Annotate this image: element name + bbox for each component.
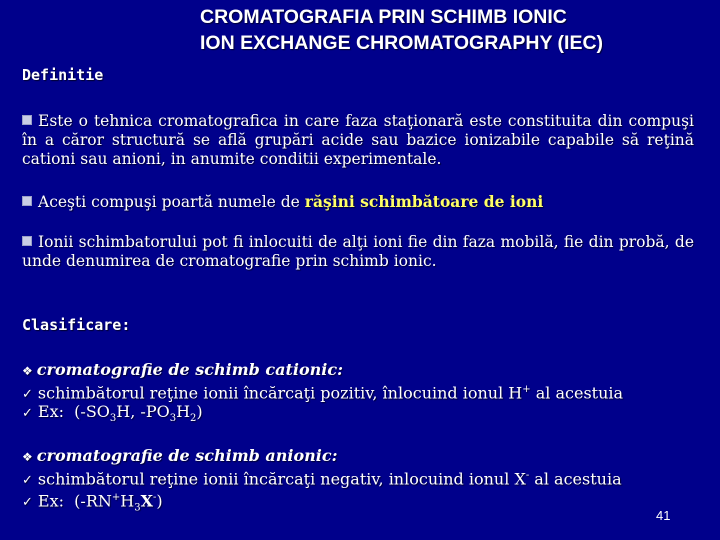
square-bullet-icon: [22, 196, 32, 206]
diamond-bullet-icon: ❖: [22, 364, 33, 378]
clasificare-heading: Clasificare:: [22, 316, 131, 334]
anionic-desc-sup: -: [525, 470, 530, 481]
cationic-ex-b: H, -PO: [116, 402, 170, 421]
definitie-heading: Definitie: [22, 66, 104, 84]
cationic-ex-c-sub: 2: [190, 413, 197, 425]
cationic-example-line: [22, 402, 203, 429]
anionic-heading: cromatografie de schimb anionic:: [36, 446, 338, 465]
checkmark-icon: ✓: [22, 473, 33, 489]
cationic-ex-d: ): [196, 402, 203, 421]
checkmark-icon: ✓: [22, 387, 33, 403]
paragraph-definition-text: Este o tehnica cromatografica in care faza staţionară este constituita din compuşi în a căror structură se află grupări acide sau bazice ionizabile capabile să reţină cationi sau anioni, in anumite conditii experimentale.: [22, 112, 694, 168]
paragraph-ion-replacement: [22, 233, 694, 271]
anionic-ex-c: X: [140, 491, 154, 511]
checkmark-icon: ✓: [22, 495, 33, 511]
anionic-heading-line: [22, 446, 338, 467]
cationic-ex-b-sub: 3: [169, 413, 177, 425]
anionic-ex-a-sup: +: [111, 492, 121, 503]
anionic-desc-text: schimbătorul reţine ionii încărcaţi negativ, inlocuind ionul X: [37, 469, 526, 489]
paragraph-definition: [22, 112, 694, 169]
diamond-bullet-icon: ❖: [22, 450, 33, 464]
cationic-ex-c: H: [176, 402, 191, 421]
paragraph-resins-prefix: Aceşti compuşi poartă numele de: [38, 193, 305, 211]
paragraph-resins: [22, 192, 694, 212]
cationic-ex-a-sub: 3: [109, 413, 117, 425]
cationic-heading: cromatografie de schimb cationic:: [36, 360, 344, 379]
anionic-ex-label: Ex:: [37, 491, 64, 511]
anionic-ex-c-sup: -: [153, 492, 157, 503]
paragraph-ion-replacement-text: Ionii schimbatorului pot fi inlocuiti de alţi ioni fie din faza mobilă, fie din probă, de unde denumirea de cromatografie prin schimb ionic.: [22, 233, 694, 270]
slide-title: [200, 4, 715, 56]
title-line-english: ION EXCHANGE CHROMATOGRAPHY (IEC): [200, 32, 604, 54]
square-bullet-icon: [22, 115, 32, 125]
page-number: 41: [656, 508, 671, 523]
cationic-ex-a: (-SO: [74, 402, 110, 421]
cationic-heading-line: [22, 360, 343, 381]
anionic-example-line: [22, 488, 163, 519]
cationic-desc-post: al acestuia: [530, 383, 624, 403]
checkmark-icon: ✓: [22, 406, 33, 421]
anionic-ex-a: (-RN: [74, 491, 112, 511]
anionic-desc-post: al acestuia: [529, 469, 622, 489]
cationic-desc-sup: +: [522, 384, 531, 395]
anionic-ex-b: H: [120, 491, 135, 511]
title-line-romanian: CROMATOGRAFIA PRIN SCHIMB IONIC: [200, 6, 567, 28]
paragraph-resins-emphasis: răşini schimbătoare de ioni: [304, 192, 544, 211]
anionic-ex-d: ): [156, 491, 163, 511]
cationic-desc-text: schimbătorul reţine ionii încărcaţi pozitiv, înlocuind ionul H: [37, 383, 523, 403]
anionic-ex-b-sub: 3: [134, 502, 141, 514]
square-bullet-icon: [22, 236, 32, 246]
cationic-ex-label: Ex:: [37, 402, 64, 421]
